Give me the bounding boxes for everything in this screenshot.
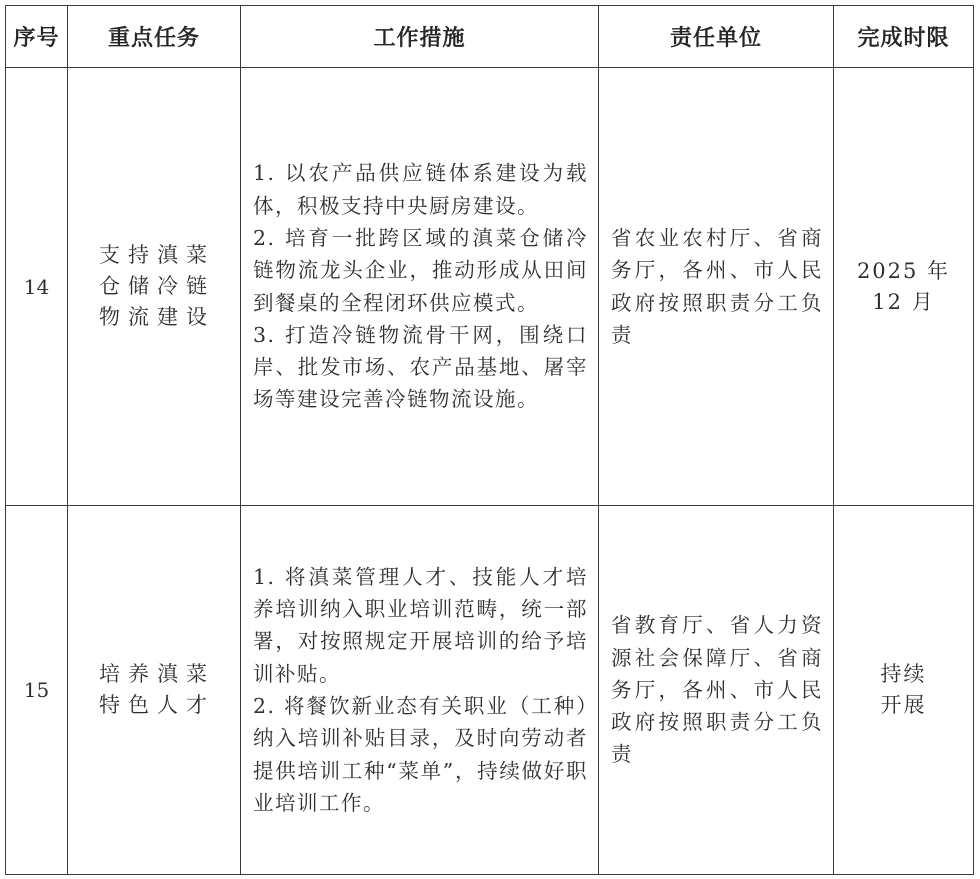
header-row xyxy=(6,6,974,68)
responsible-unit-text: 省农业农村厅、省商务厅，各州、市人民政府按照职责分工负责 xyxy=(611,225,823,347)
key-task-text: 培养滇菜特色人才 xyxy=(99,662,209,717)
measure-item: 1. 将滇菜管理人才、技能人才培养培训纳入职业培训范畴，统一部署，对按照规定开展培训的给予培训补贴。 xyxy=(253,564,588,686)
table-row xyxy=(6,506,974,875)
deadline-cell xyxy=(834,68,974,506)
work-measures-cell xyxy=(241,68,599,506)
measure-item: 3. 打造冷链物流骨干网，围绕口岸、批发市场、农产品基地、屠宰场等建设完善冷链物流设施。 xyxy=(253,322,588,412)
key-task-text: 支持滇菜仓储冷链物流建设 xyxy=(99,243,209,329)
measure-item: 1. 以农产品供应链体系建设为载体，积极支持中央厨房建设。 xyxy=(253,161,588,218)
task-table xyxy=(5,5,974,875)
deadline-line: 2025 年 xyxy=(856,258,951,283)
key-task-cell xyxy=(68,506,241,875)
header-key-task: 重点任务 xyxy=(68,6,241,68)
work-measures-cell xyxy=(241,506,599,875)
measure-item: 2. 将餐饮新业态有关职业（工种）纳入培训补贴目录，及时向劳动者提供培训工种“菜单”，持续做好职业培训工作。 xyxy=(253,694,588,815)
deadline-line: 12 月 xyxy=(872,289,935,314)
serial-no-cell: 15 xyxy=(6,506,68,875)
responsible-unit-cell xyxy=(599,506,834,875)
deadline-cell xyxy=(834,506,974,875)
header-deadline: 完成时限 xyxy=(834,6,974,68)
header-serial-no: 序号 xyxy=(6,6,68,68)
table-row xyxy=(6,68,974,506)
responsible-unit-cell xyxy=(599,68,834,506)
deadline-line: 持续 xyxy=(880,662,927,686)
key-task-cell xyxy=(68,68,241,506)
serial-no-cell: 14 xyxy=(6,68,68,506)
header-responsible-unit: 责任单位 xyxy=(599,6,834,68)
responsible-unit-text: 省教育厅、省人力资源社会保障厅、省商务厅，各州、市人民政府按照职责分工负责 xyxy=(611,613,823,767)
deadline-line: 开展 xyxy=(880,693,927,717)
header-work-measures: 工作措施 xyxy=(241,6,599,68)
measure-item: 2. 培育一批跨区域的滇菜仓储冷链物流龙头企业，推动形成从田间到餐桌的全程闭环供应模式。 xyxy=(253,225,588,315)
